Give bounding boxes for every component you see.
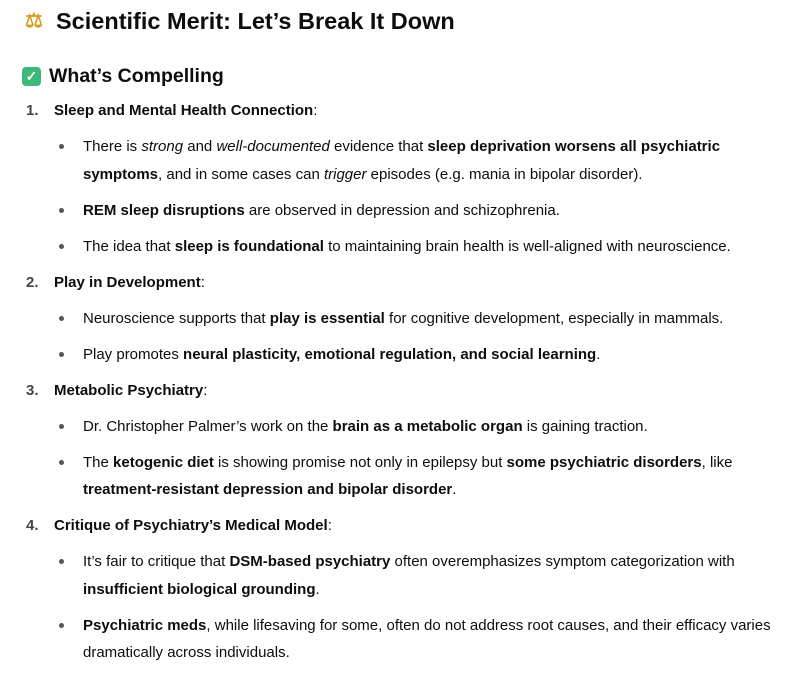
text-segment: are observed in depression and schizophrenia. bbox=[244, 201, 560, 219]
bullet-dot-icon bbox=[59, 424, 64, 429]
list-item bbox=[22, 269, 791, 369]
bold-text: some psychiatric disorders bbox=[506, 453, 702, 471]
bullet-item bbox=[22, 413, 791, 441]
text-segment: Play promotes bbox=[83, 345, 184, 363]
section-heading bbox=[22, 61, 791, 91]
list-item-heading bbox=[22, 97, 791, 125]
list-item-title: Critique of Psychiatry’s Medical Model bbox=[54, 517, 328, 534]
check-mark-button-icon: ✓ bbox=[22, 67, 41, 86]
list-item-colon: : bbox=[327, 517, 332, 534]
bullet-item bbox=[22, 305, 791, 333]
text-segment: often overemphasizes symptom categorization with bbox=[390, 553, 735, 570]
text-segment: evidence that bbox=[329, 138, 428, 155]
bullet-item bbox=[22, 233, 791, 261]
bullet-dot-icon bbox=[59, 316, 64, 321]
bold-text: Psychiatric meds bbox=[83, 616, 207, 634]
list-item-title-wrap bbox=[54, 512, 332, 540]
list-item-colon: : bbox=[200, 273, 205, 291]
bullet-list bbox=[22, 548, 791, 667]
bullet-item bbox=[22, 341, 791, 369]
bold-text: neural plasticity, emotional regulation, and social learning bbox=[183, 345, 597, 363]
list-item-title: Metabolic Psychiatry bbox=[54, 381, 204, 399]
text-segment: episodes (e.g. mania in bipolar disorder). bbox=[366, 165, 643, 183]
numbered-list bbox=[22, 97, 791, 667]
page-title-text: Scientific Merit: Let’s Break It Down bbox=[56, 8, 455, 34]
list-item-title-wrap bbox=[54, 97, 317, 125]
text-segment: Neuroscience supports that bbox=[83, 309, 270, 327]
list-item-heading bbox=[22, 377, 791, 405]
bullet-dot-icon bbox=[59, 244, 64, 249]
bullet-dot-icon bbox=[59, 352, 64, 357]
bold-text: brain as a metabolic organ bbox=[332, 417, 523, 435]
text-segment: The idea that bbox=[83, 237, 175, 255]
bold-text: REM sleep disruptions bbox=[83, 201, 245, 219]
list-item-title-wrap bbox=[54, 377, 207, 405]
bullet-item bbox=[22, 197, 791, 225]
bold-text: treatment-resistant depression and bipolar disorder bbox=[83, 481, 453, 498]
list-item-heading bbox=[22, 512, 791, 540]
text-segment: to maintaining brain health is well-aligned with neuroscience. bbox=[323, 237, 731, 255]
text-segment: and bbox=[183, 138, 217, 155]
bullet-list bbox=[22, 413, 791, 504]
text-segment: , like bbox=[701, 453, 733, 471]
text-segment: is gaining traction. bbox=[522, 417, 648, 435]
list-number: 2. bbox=[26, 273, 39, 291]
text-segment: , while lifesaving for some, often do not address root causes, and their efficacy varies dramatically across individuals. bbox=[83, 616, 771, 661]
text-segment: . bbox=[596, 345, 601, 363]
bold-text: play is essential bbox=[269, 309, 385, 327]
list-item-title: Sleep and Mental Health Connection bbox=[54, 102, 314, 119]
bullet-item bbox=[22, 612, 791, 667]
list-number: 4. bbox=[26, 517, 39, 534]
text-segment: The bbox=[83, 453, 114, 471]
list-number: 3. bbox=[26, 381, 39, 399]
text-segment: . bbox=[452, 481, 457, 498]
bullet-dot-icon bbox=[59, 144, 64, 149]
bold-text: DSM-based psychiatry bbox=[229, 553, 391, 570]
bullet-dot-icon bbox=[59, 460, 64, 465]
text-segment: , and in some cases can bbox=[158, 165, 324, 183]
bullet-list bbox=[22, 305, 791, 369]
italic-text: well-documented bbox=[216, 138, 330, 155]
list-item-colon: : bbox=[203, 381, 208, 399]
page-title bbox=[22, 0, 791, 37]
bullet-dot-icon bbox=[59, 559, 64, 564]
text-segment: It’s fair to critique that bbox=[83, 553, 230, 570]
bold-text: ketogenic diet bbox=[113, 453, 214, 471]
italic-text: strong bbox=[141, 138, 184, 155]
bold-text: sleep is foundational bbox=[174, 237, 324, 255]
text-segment: . bbox=[315, 580, 320, 598]
text-segment: There is bbox=[83, 138, 142, 155]
list-item-colon: : bbox=[313, 102, 318, 119]
section-heading-text: What’s Compelling bbox=[49, 65, 224, 87]
italic-text: trigger bbox=[323, 165, 367, 183]
bullet-list bbox=[22, 133, 791, 260]
list-number: 1. bbox=[26, 102, 39, 119]
bullet-dot-icon bbox=[59, 208, 64, 213]
list-item-heading bbox=[22, 269, 791, 297]
bullet-item bbox=[22, 548, 791, 603]
text-segment: is showing promise not only in epilepsy but bbox=[213, 453, 507, 471]
bullet-item bbox=[22, 133, 791, 188]
balance-scale-icon: ⚖ bbox=[25, 10, 43, 32]
list-item bbox=[22, 512, 791, 667]
list-item-title: Play in Development bbox=[54, 273, 201, 291]
list-item-title-wrap bbox=[54, 269, 205, 297]
text-segment: Dr. Christopher Palmer’s work on the bbox=[83, 417, 333, 435]
bullet-dot-icon bbox=[59, 623, 64, 628]
bold-text: insufficient biological grounding bbox=[83, 580, 316, 598]
bold-text: sleep deprivation worsens all psychiatric symptoms bbox=[83, 138, 721, 183]
text-segment: for cognitive development, especially in mammals. bbox=[384, 309, 724, 327]
list-item bbox=[22, 97, 791, 260]
bullet-item bbox=[22, 449, 791, 504]
list-item bbox=[22, 377, 791, 504]
